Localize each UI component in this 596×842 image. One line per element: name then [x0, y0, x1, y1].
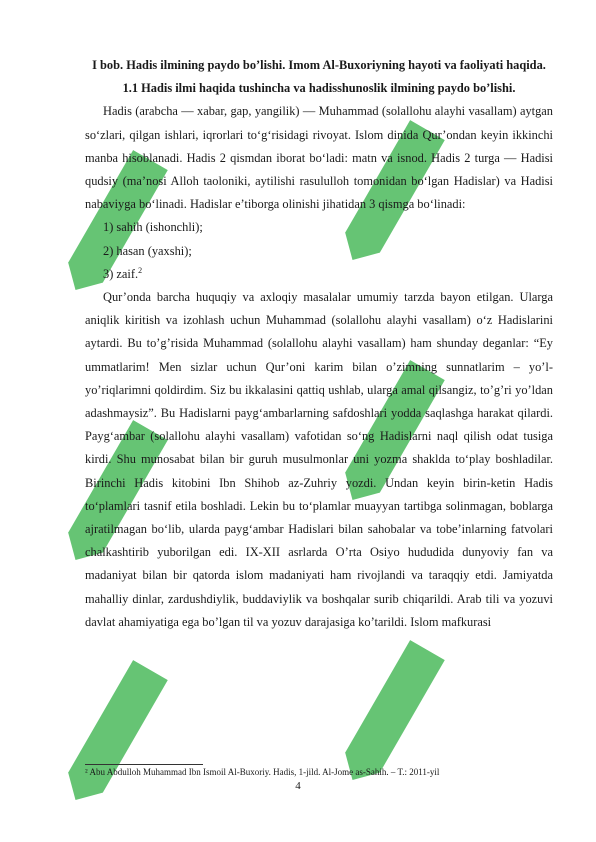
page-body: [85, 54, 553, 634]
page-number: 4: [295, 780, 301, 792]
chapter-heading: I bob. Hadis ilmining paydo bo’lishi. Imom Al-Buxoriyning hayoti va faoliyati haqida.: [92, 58, 546, 72]
footnote: ² Abu Abdulloh Muhammad Ibn Ismoil Al-Buxoriy. Hadis, 1-jild. Al-Jome as-Sahih. – T.: 2011-yil: [85, 767, 440, 777]
list-item: 2) hasan (yaxshi);: [103, 243, 192, 258]
list-item: 1) sahih (ishonchli);: [103, 220, 203, 235]
list-item-text: 3) zaif.: [103, 266, 139, 281]
footnote-divider: [85, 764, 203, 765]
footnote-marker[interactable]: 2: [138, 265, 143, 275]
section-heading: 1.1 Hadis ilmi haqida tushincha va hadisshunoslik ilmining paydo bo’lishi.: [122, 81, 516, 96]
paragraph-2: Qur’onda barcha huquqiy va axloqiy masalalar umumiy tarzda bayon etilgan. Ularga aniqlik kiritish va izohlash uchun Muhammad (solallohu alayhi vasallam) o‘z Hadislarini aytardi. Bu to’g’risida Muhammad (solallohu alayhi vasallam) ham shunday deganlar: “Ey ummatlarim! Men sizlar uchun Qur’oni karim bilan o’zimning sunnatlarim – yo’l-yo’riqlarimni qoldirdim. Siz bu ikkalasini qattiq ushlab, ularga amal qilsangiz, to’g’ri yo’ldan adashmaysiz”. Bu Hadislarni payg‘ambarlarning safdoshlari yodda saqlashga harakat qilardi. Payg‘ambar (solallohu alayhi vasallam) vafotidan so‘ng Hadislarni naql qilish odat tusiga kirdi. Shu munosabat bilan bir guruh musulmonlar uni yozma shaklda to‘play boshladilar. Birinchi Hadis kitobini Ibn Shihob az-Zuhriy yozdi. Undan keyin birin-ketin Hadis to‘plamlari tasnif etila boshladi. Lekin bu to‘plamlar muayyan tartibga solinmagan, boblarga ajratilmagan bo‘lib, ularda payg‘ambar Hadislari bilan sahobalar va tobe’inlarning fatvolari chalkashtirib yuborilgan edi. IX-XII asrlarda O’rta Osiyo hududida dunyoviy fan va madaniyat bilan bir qatorda islom madaniyati ham rivojlandi va taraqqiy etdi. Jamiyatda mahalliy dinlar, zardushdiylik, buddaviylik va boshqalar surib chiqarildi. Arab tili va yozuvi davlat ahamiyatiga ega bo’lgan til va yozuv darajasiga ko’tarildi. Islom mafkurasi: [85, 290, 553, 629]
paragraph-1: Hadis (arabcha — xabar, gap, yangilik) — Muhammad (solallohu alayhi vasallam) aytgan so‘zlari, qilgan ishlari, iqrorlari to‘g‘risidagi rivoyat. Islom dinida Qur’ondan keyin ikkinchi manba hisoblanadi. Hadis 2 qismdan iborat bo‘ladi: matn va isnod. Hadis 2 turga — Hadisi qudsiy (ma’nosi Alloh taoloniki, aytilishi rasululloh tomonidan bo‘lgan Hadislar) va Hadisi nabaviyga bo‘linadi. Hadislar e’tiborga olinishi jihatidan 3 qismga bo‘linadi:: [85, 104, 553, 212]
list-item: [85, 263, 553, 286]
